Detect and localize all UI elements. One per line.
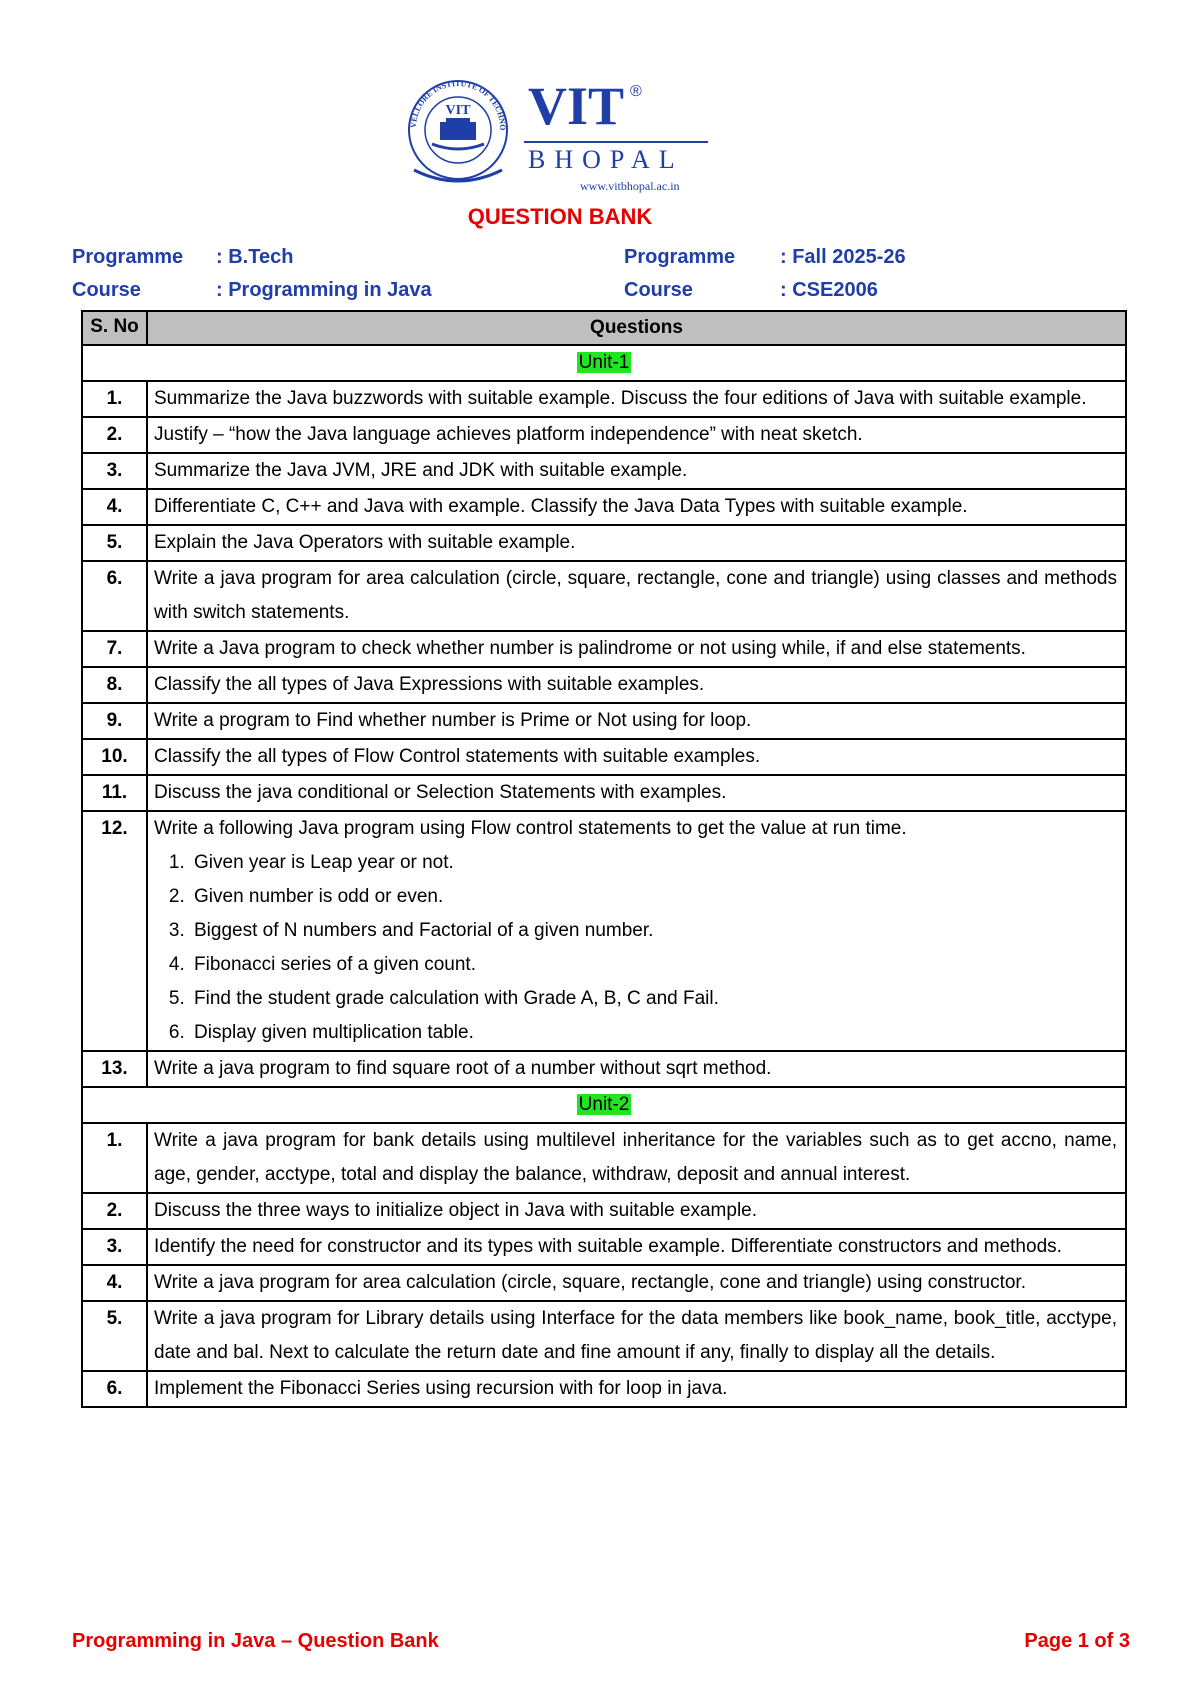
question-cell [147, 739, 1126, 775]
question-cell [147, 667, 1126, 703]
question-cell [147, 417, 1126, 453]
question-row [82, 489, 1126, 525]
course-value: : Programming in Java [216, 279, 432, 301]
question-row [82, 811, 1126, 1051]
question-row [82, 525, 1126, 561]
question-number: 10. [82, 739, 147, 775]
question-text: Discuss the java conditional or Selection Statements with examples. [154, 782, 727, 803]
question-row [82, 739, 1126, 775]
vit-seal [404, 74, 507, 181]
question-number: 9. [82, 703, 147, 739]
question-row [82, 631, 1126, 667]
question-text: Justify – “how the Java language achieves platform independence” with neat sketch. [154, 424, 863, 445]
campus-name: BHOPAL [528, 145, 684, 174]
footer-title: Programming in Java – Question Bank [72, 1630, 439, 1652]
question-number: 6. [82, 1371, 147, 1407]
question-text: Write a java program for bank details using multilevel inheritance for the variables such as to get accno, name, age, gender, acctype, total and display the balance, withdraw, deposit and annual interest. [154, 1130, 1117, 1185]
question-row [82, 1371, 1126, 1407]
question-row [82, 561, 1126, 631]
questions-header: Questions [147, 311, 1126, 345]
question-cell [147, 1193, 1126, 1229]
sub-question-item: 2. Given number is odd or even. [190, 880, 1117, 914]
question-text: Write a java program for area calculation (circle, square, rectangle, cone and triangle) using classes and methods with switch statements. [154, 568, 1117, 623]
unit-header-row [82, 1087, 1126, 1123]
question-cell [147, 453, 1126, 489]
question-row [82, 1123, 1126, 1193]
sub-question-item: 6. Display given multiplication table. [190, 1016, 1117, 1050]
programme-label: Programme [72, 246, 184, 268]
unit-header-cell [82, 345, 1126, 381]
question-number: 5. [82, 525, 147, 561]
sub-question-item: 4. Fibonacci series of a given count. [190, 948, 1117, 982]
website-text: www.vitbhopal.ac.in [580, 179, 680, 193]
question-cell [147, 703, 1126, 739]
question-row [82, 1193, 1126, 1229]
question-number: 11. [82, 775, 147, 811]
question-row [82, 417, 1126, 453]
question-text: Classify the all types of Flow Control statements with suitable examples. [154, 746, 761, 767]
question-number: 4. [82, 1265, 147, 1301]
question-number: 3. [82, 1229, 147, 1265]
question-text: Write a java program for area calculation (circle, square, rectangle, cone and triangle) using constructor. [154, 1272, 1026, 1293]
unit-header-row [82, 345, 1126, 381]
question-number: 6. [82, 561, 147, 631]
page-title: QUESTION BANK [467, 204, 653, 229]
question-text: Write a program to Find whether number is Prime or Not using for loop. [154, 710, 752, 731]
unit-label: Unit-2 [578, 1094, 630, 1115]
question-cell [147, 561, 1126, 631]
question-text: Write a java program for Library details using Interface for the data members like book_name, book_title, acctype, date and bal. Next to calculate the return date and fine amount if any, finally to display all the details. [154, 1308, 1117, 1363]
question-cell [147, 489, 1126, 525]
question-cell [147, 1371, 1126, 1407]
question-row [82, 453, 1126, 489]
question-number: 4. [82, 489, 147, 525]
question-number: 5. [82, 1301, 147, 1371]
unit-label: Unit-1 [578, 352, 630, 373]
question-row [82, 1229, 1126, 1265]
question-text: Write a Java program to check whether number is palindrome or not using while, if and else statements. [154, 638, 1026, 659]
question-number: 12. [82, 811, 147, 1051]
course-label: Course [72, 279, 141, 301]
seal-inner-text: VIT [445, 103, 471, 118]
question-row [82, 381, 1126, 417]
sub-question-item: 1. Given year is Leap year or not. [190, 846, 1117, 880]
vit-logo-graphic [404, 74, 724, 198]
question-text: Classify the all types of Java Expressions with suitable examples. [154, 674, 705, 695]
question-row [82, 667, 1126, 703]
question-cell [147, 631, 1126, 667]
course-code-value: : CSE2006 [780, 279, 878, 301]
question-text: Summarize the Java JVM, JRE and JDK with suitable example. [154, 460, 688, 481]
question-cell [147, 381, 1126, 417]
programme-value: : B.Tech [216, 246, 294, 268]
question-cell [147, 1265, 1126, 1301]
question-cell [147, 1123, 1126, 1193]
table-header-row [82, 311, 1126, 345]
question-row [82, 1051, 1126, 1087]
question-text: Differentiate C, C++ and Java with example. Classify the Java Data Types with suitable example. [154, 496, 968, 517]
question-table [81, 310, 1127, 1408]
question-number: 8. [82, 667, 147, 703]
question-text: Write a java program to find square root of a number without sqrt method. [154, 1058, 772, 1079]
question-row [82, 1265, 1126, 1301]
sub-question-item: 5. Find the student grade calculation with Grade A, B, C and Fail. [190, 982, 1117, 1016]
question-cell [147, 811, 1126, 1051]
semester-value: : Fall 2025-26 [780, 246, 906, 268]
question-number: 1. [82, 381, 147, 417]
question-text: Implement the Fibonacci Series using recursion with for loop in java. [154, 1378, 728, 1399]
question-text: Identify the need for constructor and its types with suitable example. Differentiate constructors and methods. [154, 1236, 1062, 1257]
question-row [82, 775, 1126, 811]
question-text: Write a following Java program using Flow control statements to get the value at run time. [154, 818, 907, 839]
question-text: Discuss the three ways to initialize object in Java with suitable example. [154, 1200, 758, 1221]
course-code-label: Course [624, 279, 693, 301]
vit-bhopal-logo [404, 74, 724, 198]
question-cell [147, 1301, 1126, 1371]
semester-label: Programme [624, 246, 736, 268]
question-cell [147, 775, 1126, 811]
question-number: 7. [82, 631, 147, 667]
question-number: 1. [82, 1123, 147, 1193]
question-number: 2. [82, 417, 147, 453]
question-number: 2. [82, 1193, 147, 1229]
question-cell [147, 525, 1126, 561]
question-row [82, 1301, 1126, 1371]
question-text: Summarize the Java buzzwords with suitable example. Discuss the four editions of Java with suitable example. [154, 388, 1087, 409]
sub-question-item: 3. Biggest of N numbers and Factorial of a given number. [190, 914, 1117, 948]
question-cell [147, 1229, 1126, 1265]
question-text: Explain the Java Operators with suitable example. [154, 532, 576, 553]
seal-ring-text: VELLORE INSTITUTE OF TECHNO [408, 78, 508, 131]
question-cell [147, 1051, 1126, 1087]
question-number: 3. [82, 453, 147, 489]
vit-wordmark: VIT [528, 76, 625, 136]
sno-header: S. No [82, 311, 147, 345]
unit-header-cell [82, 1087, 1126, 1123]
question-row [82, 703, 1126, 739]
question-number: 13. [82, 1051, 147, 1087]
registered-mark: ® [630, 83, 642, 100]
sub-question-list [154, 846, 1117, 1050]
footer-page-number: Page 1 of 3 [1024, 1630, 1130, 1652]
